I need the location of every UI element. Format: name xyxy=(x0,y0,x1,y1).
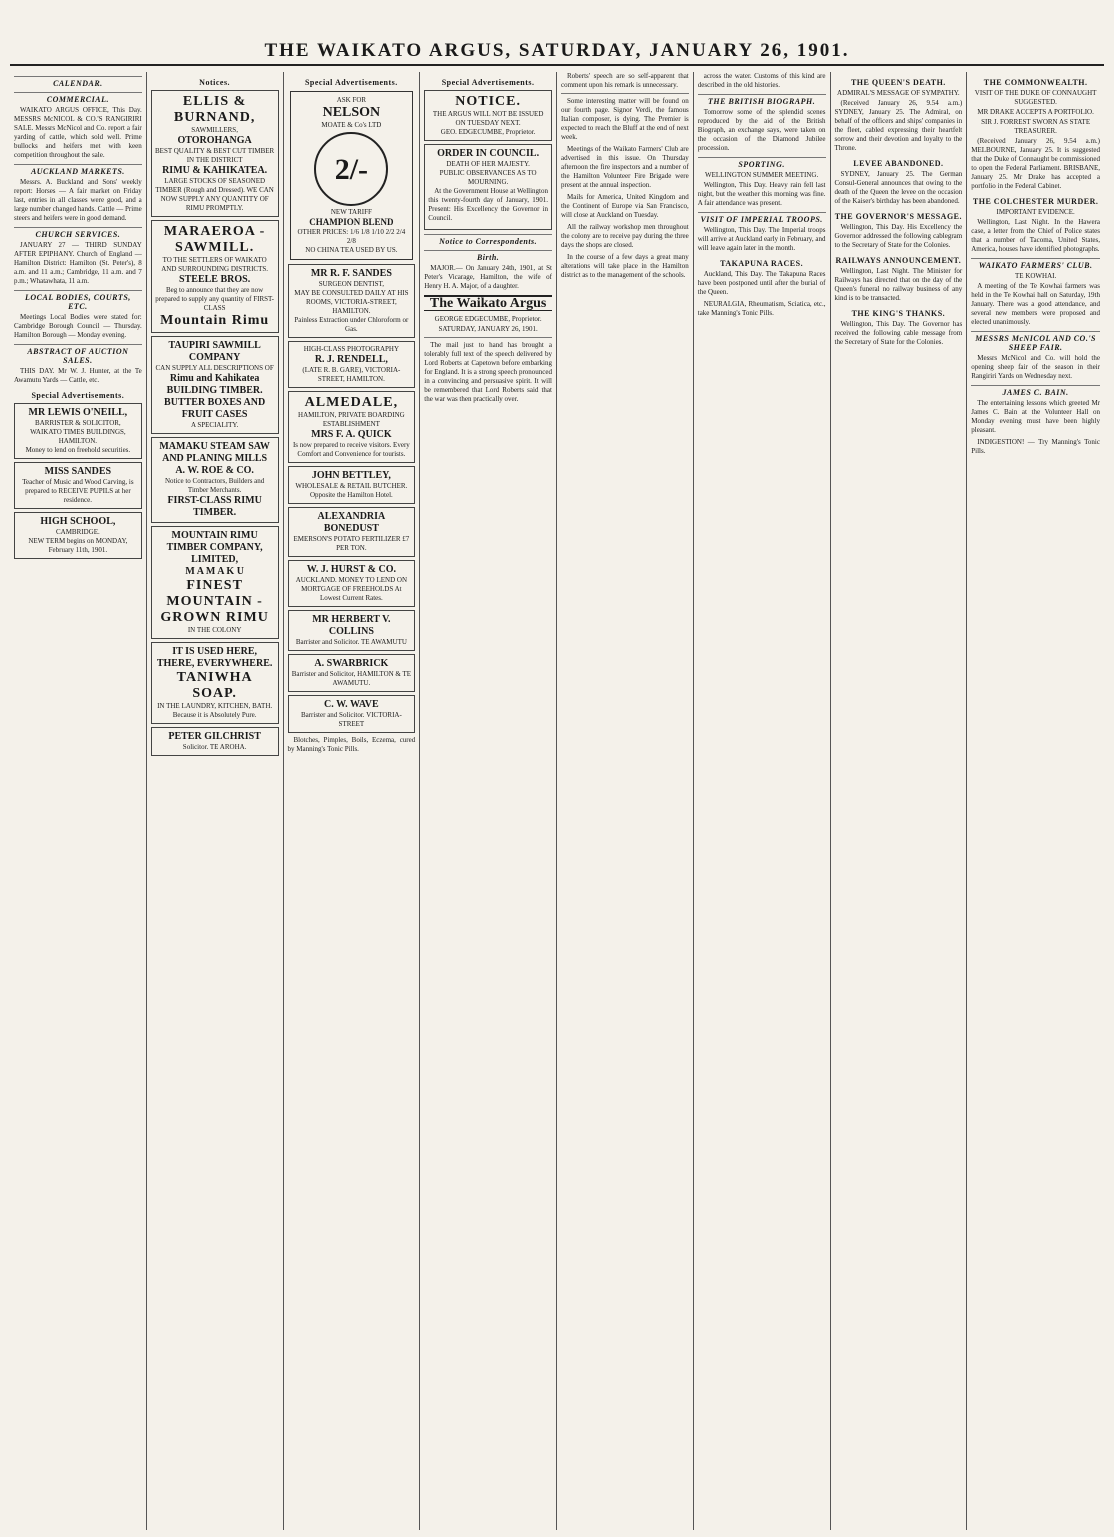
steele-text: Beg to announce that they are now prepared to supply any quantity of FIRST-CLASS xyxy=(155,286,274,312)
nelson-other: OTHER PRICES: 1/6 1/8 1/10 2/2 2/4 2/8 xyxy=(297,228,406,245)
forrest-heading: SIR J. FORREST SWORN AS STATE TREASURER. xyxy=(981,118,1091,135)
colchester-text: Wellington, Last Night. In the Hawera case, a letter from the Chief of Police states that a number of Tacoma, United States, America, houses have identified photographs. xyxy=(971,218,1100,253)
railways-text: Wellington, Last Night. The Minister for Railways has directed that on the day of the Queen's funeral no railway business of any kind is to be transacted. xyxy=(834,267,963,302)
notice-sign: GEO. EDGECUMBE, Proprietor. xyxy=(440,128,536,136)
notices-heading: Notices. xyxy=(199,78,231,87)
local-text: Meetings Local Bodies were stated for: Cambridge Borough Council — Thursday. Hamilton Borough — Monday evening. xyxy=(14,313,142,339)
roe-text: Notice to Contractors, Builders and Timber Merchants. xyxy=(164,477,265,494)
rendell-ad xyxy=(288,341,416,388)
fertilizer-text: EMERSON'S POTATO FERTILIZER £7 PER TON. xyxy=(293,535,410,552)
queen-heading: THE QUEEN'S DEATH. xyxy=(850,78,946,87)
sandes-text: MAY BE CONSULTED DAILY AT HIS ROOMS, VICTORIA-STREET, HAMILTON. xyxy=(294,289,409,315)
finest-text: IN THE COLONY xyxy=(187,626,242,634)
auction-heading: ABSTRACT OF AUCTION SALES. xyxy=(14,344,142,365)
biograph-heading: THE BRITISH BIOGRAPH. xyxy=(698,94,826,106)
music-teacher-text: Teacher of Music and Wood Carving, is prepared to RECEIVE PUPILS at her residence. xyxy=(22,478,134,504)
maraeroa-text: TO THE SETTLERS OF WAIKATO AND SURROUNDING DISTRICTS. xyxy=(161,256,268,273)
queen-text: (Received January 26, 9.54 a.m.) SYDNEY, January 25. The Admiral, on behalf of the officers and ships' companies in the fleet, cabled expressing their heartfelt sorrow and their devotion and loyalty to the Throne. xyxy=(834,99,963,152)
bain-text: The entertaining lessons which greeted Mr James C. Bain at the Volunteer Hall on Monday evening must have been highly pleasant. xyxy=(971,399,1100,434)
meetings-text: Meetings of the Waikato Farmers' Club are advertised in this issue. On Thursday afternoon the fire inspectors and a number of the Hamilton Volunteer Fire Brigade were present at the annual inspection. xyxy=(561,145,689,189)
sandes-painless: Painless Extraction under Chloroform or Gas. xyxy=(294,316,409,333)
nelson-price-badge xyxy=(314,132,388,206)
butter-boxes: BUTTER BOXES AND FRUIT CASES xyxy=(164,397,266,420)
masthead-title: THE WAIKATO ARGUS, SATURDAY, JANUARY 26, 1901. xyxy=(264,40,850,61)
news-text: Some interesting matter will be found on our fourth page. Signor Verdi, the famous Italian composer, is dying. The Premier is expected to reach the Bluff at the end of next week. xyxy=(561,97,689,141)
blotches-ad: Blotches, Pimples, Boils, Eczema, cured by Manning's Tonic Pills. xyxy=(287,736,416,753)
rendell-name: R. J. RENDELL, xyxy=(314,354,388,365)
col6-intro: across the water. Customs of this kind are described in the old histories. xyxy=(697,72,826,89)
church-text: JANUARY 27 — THIRD SUNDAY AFTER EPIPHANY. Church of England — Hamilton District: Hamilton (St. Peter's), 8 a.m. and 11 a.m.; Cambridge, 11 a.m. and 7 p.m.; Whatawhata, 11 a.m. xyxy=(14,241,142,285)
sandes-name: MR R. F. SANDES xyxy=(310,268,392,279)
levee-heading: LEVEE ABANDONED. xyxy=(853,159,944,168)
wave-name: C. W. WAVE xyxy=(324,699,379,710)
notice-text: THE ARGUS WILL NOT BE ISSUED ON TUESDAY NEXT. xyxy=(432,110,544,127)
thanks-heading: THE KING'S THANKS. xyxy=(851,309,946,318)
order-sub2: PUBLIC OBSERVANCES AS TO MOURNING. xyxy=(439,169,537,186)
calendar-heading: CALENDAR. xyxy=(14,76,142,88)
farmers-text: A meeting of the Te Kowhai farmers was held in the Te Kowhai hall on Saturday, 19th January. There was a good attendance, and several new members were proposed and elected unanimously. xyxy=(971,282,1100,326)
takapuna-heading: TAKAPUNA RACES. xyxy=(720,259,804,268)
argus-nameplate: The Waikato Argus xyxy=(424,295,552,311)
nelson-moate: MOATE & Co's LTD xyxy=(321,121,382,129)
high-school-name: HIGH SCHOOL, xyxy=(40,516,116,527)
levee-text: SYDNEY, January 25. The German Consul-General announces that owing to the death of the Queen the levee on the occasion of the Kaiser's birthday has been abandoned. xyxy=(834,170,963,205)
church-heading: CHURCH SERVICES. xyxy=(14,227,142,239)
swarbrick-ad xyxy=(288,654,416,692)
imperial-heading: VISIT OF IMPERIAL TROOPS. xyxy=(698,212,826,224)
gilchrist-ad xyxy=(151,727,279,756)
sandes-dentist-ad xyxy=(288,264,416,338)
auckland-text: Messrs. A. Buckland and Sons' weekly report: Horses — A fair market on Friday last, entries in all classes were good, and a large number changed hands. Cattle — Prime steers and heifers were in good demand. xyxy=(14,178,142,222)
high-school-ad xyxy=(14,512,142,559)
nelson-ask: ASK FOR xyxy=(336,96,367,104)
oneill-place: WAIKATO TIMES BUILDINGS, HAMILTON. xyxy=(30,428,126,445)
fertilizer-ad xyxy=(288,507,416,557)
mcnicol-text: Messrs McNicol and Co. will hold the opening sheep fair of the season in their Rangiriri Yards on Wednesday next. xyxy=(971,354,1100,380)
collins-text: Barrister and Solicitor. TE AWAMUTU xyxy=(295,638,407,646)
ellis-burnand-ad xyxy=(151,90,279,217)
sandes-music-ad xyxy=(14,462,142,509)
swarbrick-name: A. SWARBRICK xyxy=(314,658,389,669)
imperial-text: Wellington, This Day. The Imperial troops will arrive at Auckland early in February, and will leave again later in the month. xyxy=(697,226,826,252)
order-sub: DEATH OF HER MAJESTY. xyxy=(446,160,530,168)
almedale-sub: HAMILTON, PRIVATE BOARDING ESTABLISHMENT xyxy=(298,411,405,428)
high-school-text: NEW TERM begins on MONDAY, February 11th, 1901. xyxy=(28,537,128,554)
column-2 xyxy=(147,72,284,1530)
ellis-name: ELLIS & BURNAND, xyxy=(173,94,256,125)
sandes-title: SURGEON DENTIST, xyxy=(318,280,384,288)
building-timber: Rimu and Kahikatea BUILDING TIMBER. xyxy=(166,373,263,396)
mamaku-name: MAMAKU STEAM SAW AND PLANING MILLS xyxy=(159,441,270,464)
order-in-council xyxy=(424,144,552,230)
maraeroa-name: MARAEROA - SAWMILL. xyxy=(163,224,266,255)
oneill-name: MR LEWIS O'NEILL, xyxy=(28,407,128,418)
column-3 xyxy=(284,72,421,1530)
taniwha-soap-ad xyxy=(151,642,279,724)
colchester-sub: IMPORTANT EVIDENCE. xyxy=(996,208,1075,216)
finest-rimu: FINEST MOUNTAIN - GROWN RIMU xyxy=(160,578,269,625)
sporting-text: Wellington, This Day. Heavy rain fell last night, but the weather this morning was fine. A fair attendance was present. xyxy=(697,181,826,207)
notice-ad xyxy=(424,90,552,141)
columns xyxy=(10,72,1104,1530)
sporting-sub: WELLINGTON SUMMER MEETING. xyxy=(705,171,819,179)
divider xyxy=(424,337,552,338)
oneill-title: BARRISTER & SOLICITOR, xyxy=(35,419,121,427)
roe-name: A. W. ROE & CO. xyxy=(175,465,254,476)
auckland-heading: AUCKLAND MARKETS. xyxy=(14,164,142,176)
commonwealth-text: (Received January 26, 9.54 a.m.) MELBOURNE, January 25. It is suggested that the Duke of Connaught be commissioned to open the Federal Parliament. BRISBANE, January 25. Mr Drake has accepted a portfolio in the Federal Cabinet. xyxy=(971,137,1100,190)
wave-text: Barrister and Solicitor. VICTORIA-STREET xyxy=(300,711,402,728)
nelson-price: 2/- xyxy=(334,152,369,186)
high-school-place: CAMBRIDGE. xyxy=(55,528,100,536)
hurst-text: AUCKLAND. MONEY TO LEND ON MORTGAGE OF FREEHOLDS At Lowest Current Rates. xyxy=(295,576,408,602)
biograph-text: Tomorrow some of the splendid scenes reproduced by the aid of the British Biograph, an exchange says, were taken on the occasion of the Diamond Jubilee procession. xyxy=(697,108,826,152)
collins-ad xyxy=(288,610,416,651)
argus-editor: GEORGE EDGECUMBE, Proprietor. xyxy=(434,315,542,323)
mamaku-ad xyxy=(151,437,279,523)
column-1 xyxy=(10,72,147,1530)
neuralgia-ad: NEURALGIA, Rheumatism, Sciatica, etc., take Manning's Tonic Pills. xyxy=(697,300,826,317)
collins-name: MR HERBERT V. COLLINS xyxy=(312,614,391,637)
music-teacher-name: MISS SANDES xyxy=(44,466,112,477)
correspondents-heading: Notice to Correspondents. xyxy=(424,234,552,246)
mcnicol-heading: MESSRS McNICOL AND CO.'S SHEEP FAIR. xyxy=(971,331,1100,352)
swarbrick-text: Barrister and Solicitor, HAMILTON & TE AWAMUTU. xyxy=(291,670,412,687)
nelson-china: NO CHINA TEA USED BY US. xyxy=(305,246,398,254)
hurst-name: W. J. HURST & CO. xyxy=(306,564,396,575)
intro-text: Roberts' speech are so self-apparent that comment upon his remark is unnecessary. xyxy=(561,72,689,89)
birth-heading: Birth. xyxy=(424,250,552,262)
bonedust: ALEXANDRIA BONEDUST xyxy=(317,511,386,534)
mountain-rimu-company: MOUNTAIN RIMU TIMBER COMPANY, LIMITED, xyxy=(166,530,263,565)
nelson-brand: NELSON xyxy=(322,105,381,120)
rimu-text: LARGE STOCKS OF SEASONED TIMBER (Rough and Dressed). WE CAN NOW SUPPLY ANY QUANTITY OF RIMU PROMPTLY. xyxy=(155,177,274,212)
mountain-rimu: Mountain Rimu xyxy=(160,313,270,328)
ellis-text: BEST QUALITY & BEST CUT TIMBER IN THE DISTRICT xyxy=(155,147,275,164)
wave-ad xyxy=(288,695,416,733)
special-heading: Special Advertisements. xyxy=(31,391,125,400)
commonwealth-heading: THE COMMONWEALTH. xyxy=(983,78,1088,87)
column-8 xyxy=(967,72,1104,1530)
steele-name: STEELE BROS. xyxy=(179,274,251,285)
colchester-heading: THE COLCHESTER MURDER. xyxy=(972,197,1099,206)
taupiri-text: CAN SUPPLY ALL DESCRIPTIONS OF xyxy=(155,364,274,372)
column-7 xyxy=(831,72,968,1530)
mountain-rimu-company-ad xyxy=(151,526,279,639)
local-heading: LOCAL BODIES, COURTS, ETC. xyxy=(14,290,142,311)
commonwealth-sub: VISIT OF THE DUKE OF CONNAUGHT SUGGESTED. xyxy=(974,89,1097,106)
mails-text: Mails for America, United Kingdom and the Continent of Europe via San Francisco, will close at Auckland on Tuesday. xyxy=(561,193,689,219)
editorial-text: The mail just to hand has brought a tolerably full text of the speech delivered by Lord Roberts at Capetown before embarking for England. It is a strong speech pronounced in a convincing and persuasive spirit. It will be remembered that Lord Roberts said that the war was then practically over. xyxy=(424,341,552,403)
takapuna-text: Auckland, This Day. The Takapuna Races have been postponed until after the burial of the Queen. xyxy=(697,270,826,296)
mamaku-spaced: M A M A K U xyxy=(185,566,244,577)
gilchrist-name: PETER GILCHRIST xyxy=(168,731,261,742)
governor-heading: THE GOVERNOR'S MESSAGE. xyxy=(834,212,963,221)
commercial-heading: COMMERCIAL. xyxy=(14,92,142,104)
quick-name: MRS F. A. QUICK xyxy=(311,429,392,440)
column-6 xyxy=(694,72,831,1530)
almedale-ad xyxy=(288,391,416,463)
column-5 xyxy=(557,72,694,1530)
butter-text: A SPECIALITY. xyxy=(190,421,239,429)
indigestion-ad: INDIGESTION! — Try Manning's Tonic Pills. xyxy=(971,438,1100,455)
quick-text: Is now prepared to receive visitors. Every Comfort and Convenience for tourists. xyxy=(292,441,410,458)
divider xyxy=(561,93,689,94)
taupiri-ad xyxy=(151,336,279,434)
bettley-ad xyxy=(288,466,416,504)
argus-date: SATURDAY, JANUARY 26, 1901. xyxy=(438,325,538,333)
almedale-name: ALMEDALE, xyxy=(304,395,399,410)
queen-sub: ADMIRAL'S MESSAGE OF SYMPATHY. xyxy=(837,89,960,97)
oneill-ad xyxy=(14,403,142,459)
hurst-ad xyxy=(288,560,416,607)
first-class-rimu: FIRST-CLASS RIMU TIMBER. xyxy=(167,495,262,518)
taniwha-text: IN THE LAUNDRY, KITCHEN, BATH. Because it is Absolutely Pure. xyxy=(157,702,273,719)
ellis-sub: SAWMILLERS, xyxy=(191,126,238,134)
rimu-heading: RIMU & KAHIKATEA. xyxy=(162,165,268,176)
farmers-sub: TE KOWHAI. xyxy=(1015,272,1057,280)
taupiri-name: TAUPIRI SAWMILL COMPANY xyxy=(168,340,261,363)
notice-head: NOTICE. xyxy=(455,94,521,109)
maraeroa-ad xyxy=(151,220,279,333)
nelson-tariff: NEW TARIFF xyxy=(330,208,372,216)
masthead xyxy=(10,0,1104,66)
railway-text: All the railway workshop men throughout the colony are to receive pay during the three days the shops are closed. xyxy=(561,223,689,249)
drake-heading: MR DRAKE ACCEPTS A PORTFOLIO. xyxy=(977,108,1094,116)
order-head: ORDER IN COUNCIL. xyxy=(437,148,540,159)
bettley-name: JOHN BETTLEY, xyxy=(311,470,391,481)
thanks-text: Wellington, This Day. The Governor has received the following cable message from the Secretary of State for the Colonies. xyxy=(834,320,963,346)
farmers-heading: WAIKATO FARMERS' CLUB. xyxy=(971,258,1100,270)
special-ads-heading-2: Special Advertisements. xyxy=(441,78,535,87)
bettley-text: WHOLESALE & RETAIL BUTCHER. Opposite the Hamilton Hotel. xyxy=(295,482,408,499)
auction-text: THIS DAY. Mr W. J. Hunter, at the Te Awamutu Yards — Cattle, etc. xyxy=(14,367,142,384)
rendell-head: HIGH-CLASS PHOTOGRAPHY xyxy=(303,345,400,353)
ellis-place: OTOROHANGA xyxy=(177,135,252,146)
sporting-heading: SPORTING. xyxy=(698,157,826,169)
special-ads-heading: Special Advertisements. xyxy=(304,78,398,87)
oneill-text: Money to lend on freehold securities. xyxy=(25,446,131,454)
used-here: IT IS USED HERE, THERE, EVERYWHERE. xyxy=(156,646,273,669)
gilchrist-text: Solicitor. TE AROHA. xyxy=(182,743,247,751)
column-4 xyxy=(420,72,557,1530)
nelson-blend: CHAMPION BLEND xyxy=(309,217,394,227)
governor-text: Wellington, This Day. His Excellency the Governor addressed the following cablegram to the Secretary of State for the Colonies. xyxy=(834,223,963,249)
bain-heading: JAMES C. BAIN. xyxy=(971,385,1100,397)
commercial-text: WAIKATO ARGUS OFFICE, This Day. MESSRS McNICOL & CO.'S RANGIRIRI SALE. Messrs McNicol and Co. report a fair yarding of cattle, which sold well. Prime bullocks and heifers met with keen competition throughout the sale. xyxy=(14,106,142,159)
nelson-tea-ad xyxy=(290,91,414,260)
rendell-text: (LATE R. B. GARE), VICTORIA-STREET, HAMILTON. xyxy=(302,366,401,383)
birth-text: MAJOR.— On January 24th, 1901, at St Peter's Vicarage, Hamilton, the wife of Henry H. A. Major, of a daughter. xyxy=(424,264,552,290)
order-text: At the Government House at Wellington this twenty-fourth day of January, 1901. Present: His Excellency the Governor in Council. xyxy=(428,187,548,222)
taniwha-name: TANIWHA SOAP. xyxy=(176,670,253,701)
schools-text: In the course of a few days a great many alterations will take place in the Hamilton district as to the management of the schools. xyxy=(561,253,689,279)
railways-heading: RAILWAYS ANNOUNCEMENT. xyxy=(835,256,962,265)
